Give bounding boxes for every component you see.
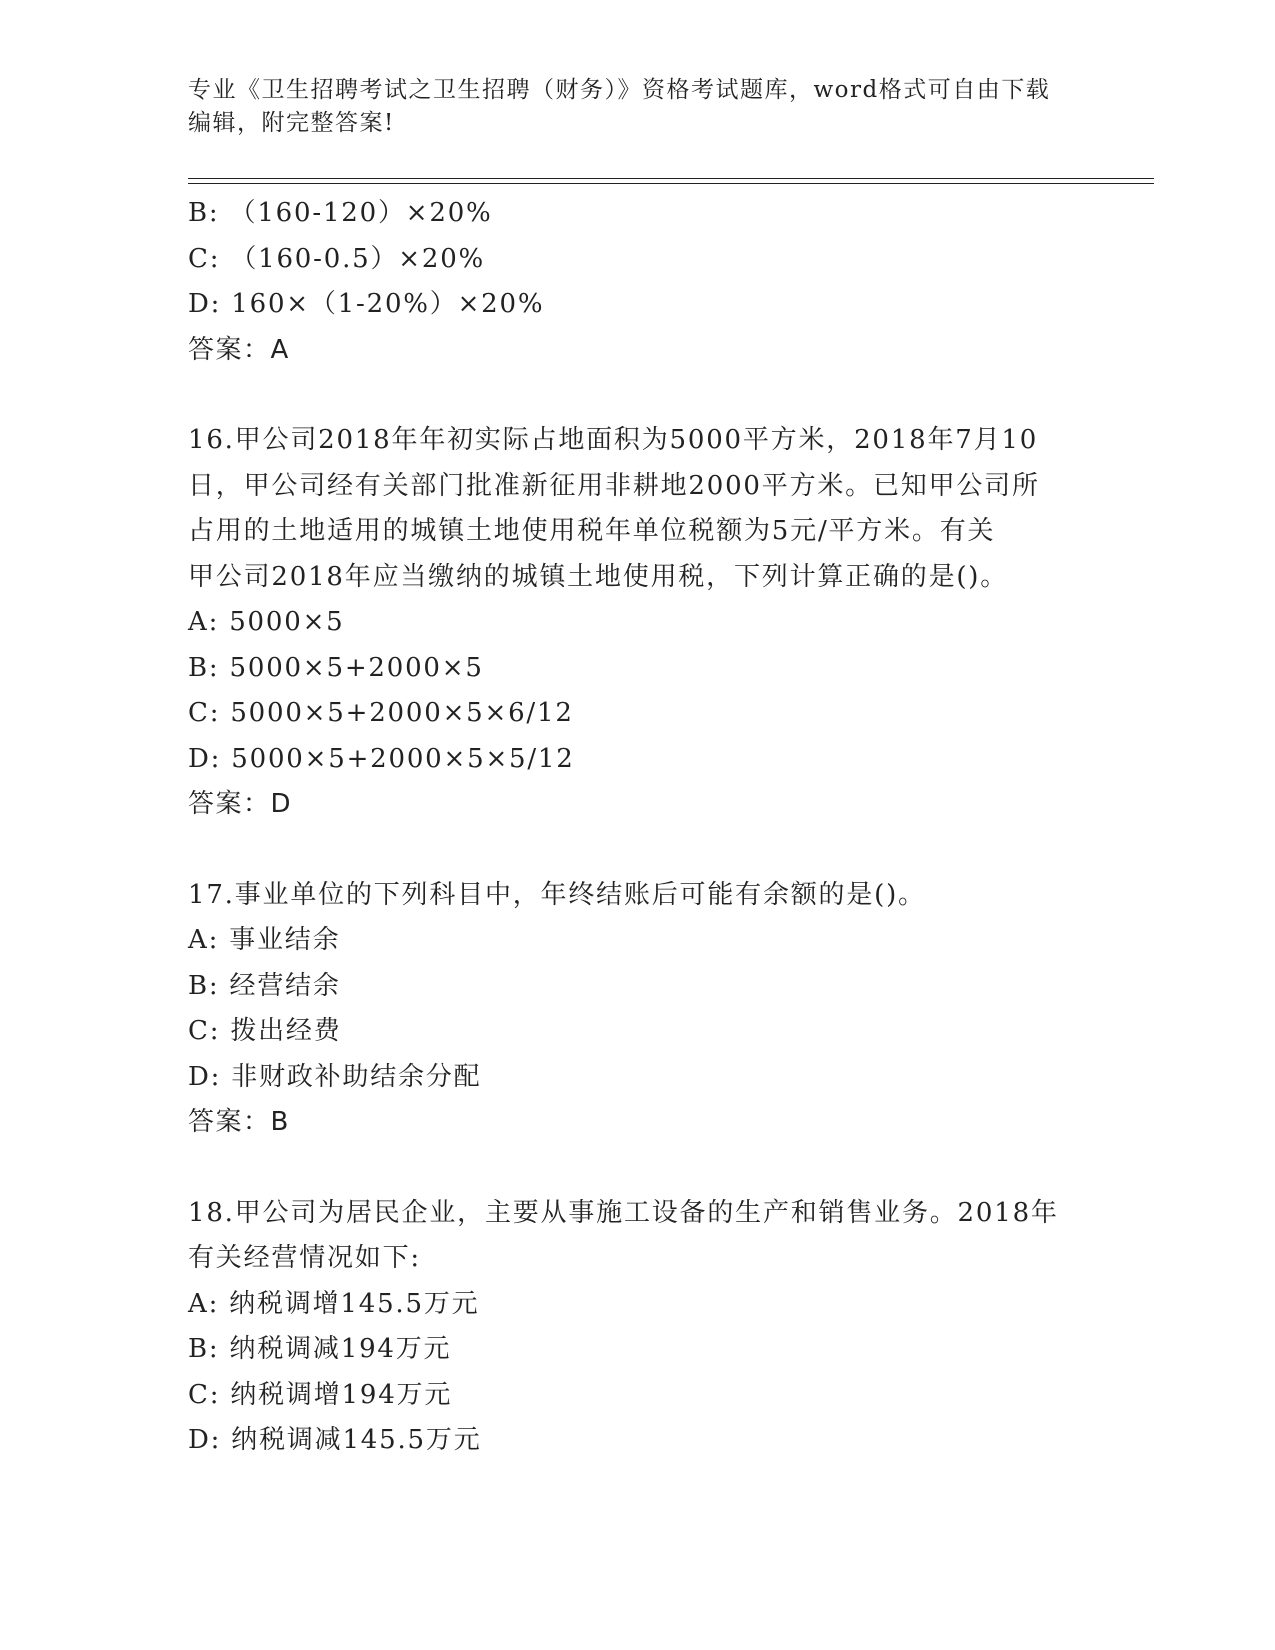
header-line-1: 专业《卫生招聘考试之卫生招聘（财务）》资格考试题库，word格式可自由下载: [188, 77, 1051, 103]
option-c: C: 纳税调增194万元: [188, 1379, 453, 1410]
question-stem-line: 17.事业单位的下列科目中，年终结账后可能有余额的是()。: [188, 879, 926, 910]
option-d: D: 纳税调减145.5万元: [188, 1425, 482, 1455]
option-c: C: 拨出经费: [188, 1016, 342, 1046]
question-stem-line: 有关经营情况如下:: [188, 1243, 421, 1273]
option-a: A: 5000×5: [188, 607, 345, 637]
spacer: [188, 1146, 1088, 1191]
answer-line: 答案：A: [188, 334, 290, 365]
question-list: [188, 191, 1088, 1464]
option-d: D: 非财政补助结余分配: [188, 1061, 482, 1092]
spacer: [188, 828, 1088, 873]
option-c: C: （160-0.5）×20%: [188, 243, 486, 274]
question-stem-line: 日，甲公司经有关部门批准新征用非耕地2000平方米。已知甲公司所: [188, 470, 1040, 501]
option-b: B: 纳税调减194万元: [188, 1334, 452, 1364]
header-divider-bottom: [188, 183, 1154, 184]
question-15-tail: [188, 191, 1088, 373]
question-17: [188, 873, 1088, 1146]
option-b: B: 5000×5+2000×5: [188, 652, 484, 683]
spacer: [188, 373, 1088, 418]
option-b: B: 经营结余: [188, 970, 341, 1001]
option-d: D: 5000×5+2000×5×5/12: [188, 743, 575, 774]
answer-line: 答案：B: [188, 1107, 290, 1137]
option-d: D: 160×（1-20%）×20%: [188, 289, 545, 319]
option-a: A: 事业结余: [188, 925, 341, 955]
answer-line: 答案：D: [188, 789, 293, 819]
question-16: [188, 418, 1088, 828]
question-stem-line: 甲公司2018年应当缴纳的城镇土地使用税，下列计算正确的是()。: [188, 561, 1009, 592]
option-a: A: 纳税调增145.5万元: [188, 1288, 480, 1319]
question-18: [188, 1191, 1088, 1464]
option-b: B: （160-120）×20%: [188, 198, 493, 228]
header-line-2: 编辑，附完整答案!: [188, 110, 395, 136]
document-header: [188, 74, 1068, 140]
header-divider-top: [188, 178, 1154, 179]
option-c: C: 5000×5+2000×5×6/12: [188, 698, 574, 728]
question-stem-line: 占用的土地适用的城镇土地使用税年单位税额为5元/平方米。有关: [188, 516, 996, 546]
question-stem-line: 18.甲公司为居民企业，主要从事施工设备的生产和销售业务。2018年: [188, 1197, 1059, 1228]
question-stem-line: 16.甲公司2018年年初实际占地面积为5000平方米，2018年7月10: [188, 425, 1039, 455]
